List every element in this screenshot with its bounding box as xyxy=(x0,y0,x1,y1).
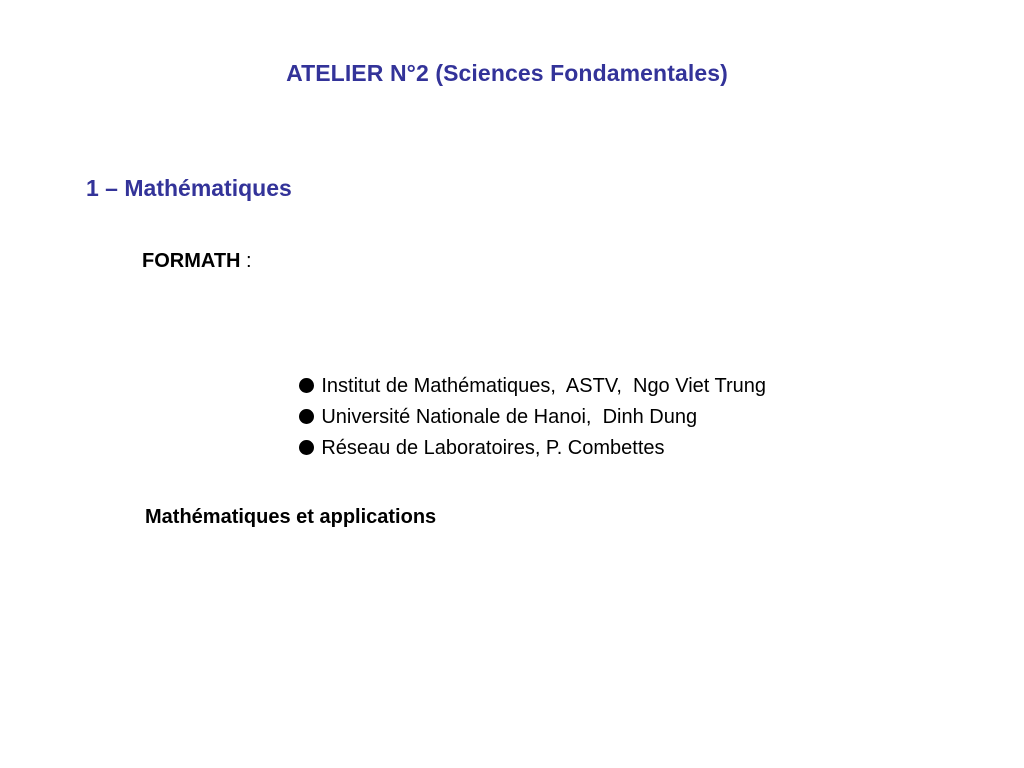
applications-heading: Mathématiques et applications xyxy=(145,506,437,528)
bullet-icon xyxy=(299,378,314,393)
bullet-icon xyxy=(299,440,314,455)
subheading-formath xyxy=(142,250,252,273)
list-item xyxy=(266,344,767,397)
bullet-list xyxy=(266,344,767,459)
bullet-icon xyxy=(299,409,314,424)
subheading-label: FORMATH xyxy=(142,250,241,272)
section-heading: 1 – Mathématiques xyxy=(86,175,292,201)
subheading-suffix: : xyxy=(240,250,252,272)
bullet-text: Institut de Mathématiques, ASTV, Ngo Viet Trung xyxy=(321,375,767,397)
slide-title: ATELIER N°2 (Sciences Fondamentales) xyxy=(286,60,728,86)
bullet-text: Université Nationale de Hanoi, Dinh Dung xyxy=(321,406,698,428)
bullet-text: Réseau de Laboratoires, P. Combettes xyxy=(321,437,665,459)
